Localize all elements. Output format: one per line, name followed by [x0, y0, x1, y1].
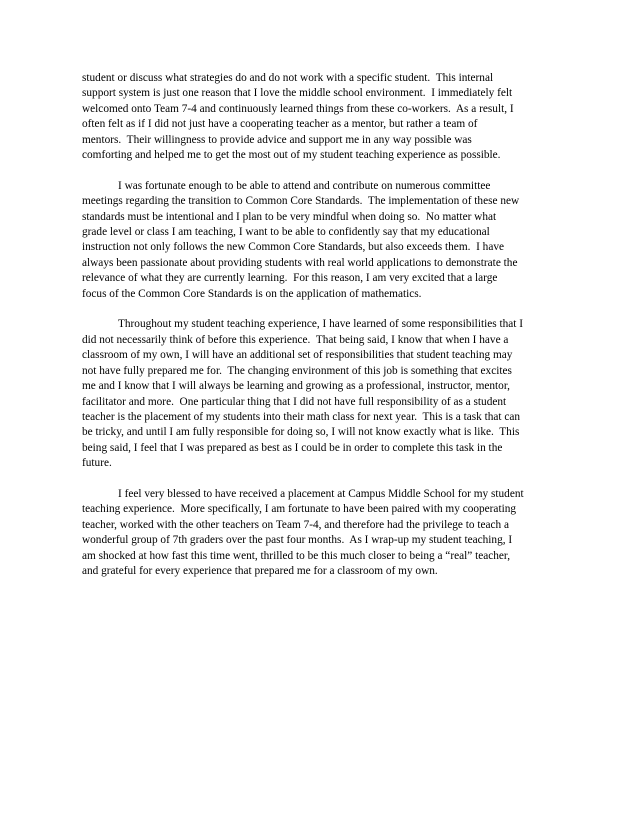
text-line: I was fortunate enough to be able to attend and contribute on numerous committee [118, 179, 491, 192]
text-line: support system is just one reason that I love the middle school environment. I immediately felt [82, 87, 513, 100]
text-line: grade level or class I am teaching, I want to be able to confidently say that my educational [82, 226, 490, 239]
text-line: teacher is the placement of my students into their math class for next year. This is a task that can [82, 410, 521, 423]
document-body [82, 71, 572, 595]
text-line: teaching experience. More specifically, I am fortunate to have been paired with my cooperating [82, 503, 517, 516]
text-line: comforting and helped me to get the most out of my student teaching experience as possible. [82, 149, 501, 162]
text-line: wonderful group of 7th graders over the past four months. As I wrap-up my student teaching, I [82, 534, 513, 547]
text-line: relevance of what they are currently learning. For this reason, I am very excited that a large [82, 272, 498, 285]
text-line: mentors. Their willingness to provide advice and support me in any way possible was [82, 133, 472, 146]
text-line: welcomed onto Team 7-4 and continuously learned things from these co-workers. As a result, I [82, 102, 514, 115]
text-line: and grateful for every experience that prepared me for a classroom of my own. [82, 564, 438, 577]
text-line: facilitator and more. One particular thing that I did not have full responsibility of as a student [82, 395, 507, 408]
paragraph-1 [82, 71, 572, 163]
text-line: focus of the Common Core Standards is on the application of mathematics. [82, 287, 422, 300]
text-line: me and I know that I will always be learning and growing as a professional, instructor, mentor, [82, 380, 510, 393]
text-line: not have fully prepared me for. The changing environment of this job is something that excites [82, 364, 512, 377]
text-line: did not necessarily think of before this experience. That being said, I know that when I have a [82, 333, 509, 346]
text-line: teacher, worked with the other teachers on Team 7-4, and therefore had the privilege to teach a [82, 518, 510, 531]
text-line: instruction not only follows the new Common Core Standards, but also exceeds them. I have [82, 241, 504, 254]
text-line: I feel very blessed to have received a placement at Campus Middle School for my student [118, 487, 524, 500]
paragraph-2 [82, 179, 572, 302]
text-line: be tricky, and until I am fully responsible for doing so, I will not know exactly what is like. This [82, 426, 520, 439]
text-line: being said, I feel that I was prepared as best as I could be in order to complete this task in the [82, 441, 503, 454]
text-line: student or discuss what strategies do and do not work with a specific student. This internal [82, 72, 494, 84]
paragraph-4 [82, 487, 572, 579]
text-line: Throughout my student teaching experience, I have learned of some responsibilities that I [118, 318, 523, 331]
text-line: often felt as if I did not just have a cooperating teacher as a mentor, but rather a team of [82, 118, 478, 131]
text-line: always been passionate about providing students with real world applications to demonstrate the [82, 256, 518, 269]
text-line: am shocked at how fast this time went, thrilled to be this much closer to being a “real” teacher, [82, 549, 511, 562]
text-line: future. [82, 457, 112, 470]
text-line: classroom of my own, I will have an additional set of responsibilities that student teaching may [82, 349, 513, 362]
text-line: standards must be intentional and I plan to be very mindful when doing so. No matter what [82, 210, 497, 223]
text-line: meetings regarding the transition to Common Core Standards. The implementation of these new [82, 195, 520, 208]
paragraph-3 [82, 317, 572, 471]
